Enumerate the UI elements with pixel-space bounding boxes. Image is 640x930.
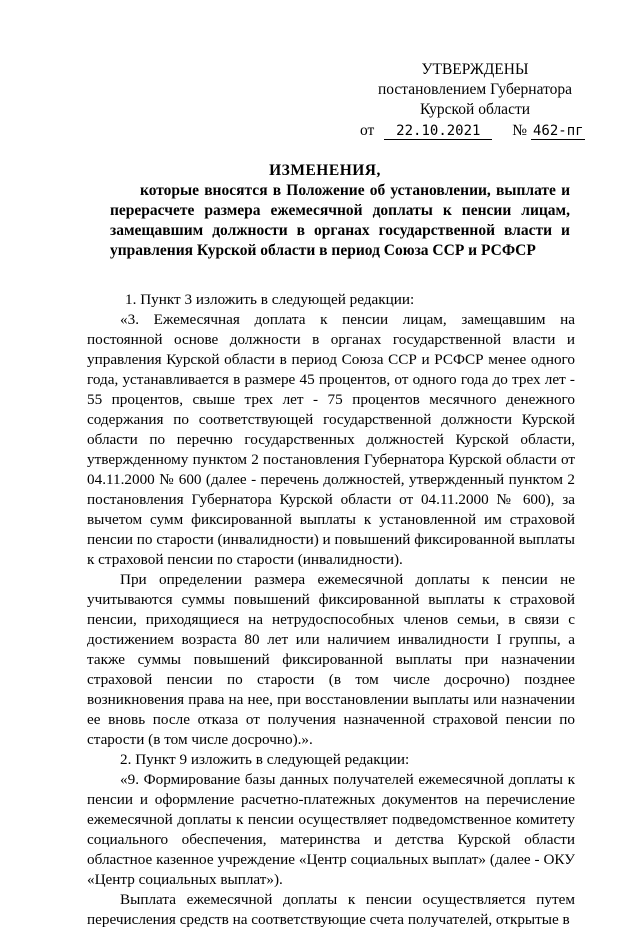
paragraph: Выплата ежемесячной доплаты к пенсии осуществляется путем перечисления средств на соответствующие счета получателей, открытые в	[87, 891, 575, 928]
number-prefix: №	[512, 122, 527, 139]
approval-heading: УТВЕРЖДЕНЫ	[421, 61, 529, 78]
approval-authority: постановлением Губернатора	[377, 81, 573, 98]
paragraph: «3. Ежемесячная доплата к пенсии лицам, замещавшим на постоянной основе должности в органах государственной власти и управления Курской области в период Союза ССР и РСФСР менее одного года, устанавливается в размере 45 процентов, от одного года до трех лет - 55 процентов, свыше трех лет - 75 процентов месячного денежного содержания по соответствующей государственной должности Курской области по перечню государственных должностей Курской области, утвержденному пунктом 2 постановления Губернатора Курской области от 04.11.2000 № 600 (далее - перечень должностей, утвержденный пунктом 2 постановления Губернатора Курской области от 04.11.2000 № 600), за вычетом сумм фиксированной выплаты к установленной им страховой пенсии по старости (инвалидности) и повышений фиксированной выплаты к страховой пенсии по старости (инвалидности).	[87, 311, 575, 568]
approval-date-line	[360, 121, 590, 141]
title-heading: ИЗМЕНЕНИЯ,	[269, 162, 381, 179]
title-subtitle: которые вносятся в Положение об установлении, выплате и перерасчете размера ежемесячной доплаты к пенсии лицам, замещавшим должности в органах государственной власти и управления Курской области в период Союза ССР и РСФСР	[110, 182, 570, 259]
paragraph: При определении размера ежемесячной доплаты к пенсии не учитываются суммы повышений фиксированной выплаты к страховой пенсии, приходящиеся на нетрудоспособных членов семьи, в связи с достижением возраста 80 лет или наличием инвалидности I группы, а также суммы повышений фиксированной выплаты при назначении страховой пенсии по старости (в том числе досрочно) позднее возникновения права на нее, при восстановлении выплаты или назначении ее вновь после отказа от получения назначенной страховой пенсии по старости (в том числе досрочно).».	[87, 571, 575, 748]
paragraph: 2. Пункт 9 изложить в следующей редакции:	[120, 751, 410, 768]
date-prefix: от	[360, 122, 375, 139]
paragraph: 1. Пункт 3 изложить в следующей редакции:	[125, 291, 415, 308]
document-title	[110, 161, 570, 261]
document-body	[87, 290, 575, 930]
approval-stamp	[360, 60, 590, 141]
approval-date: 22.10.2021	[384, 123, 492, 140]
approval-number: 462-пг	[533, 123, 584, 139]
paragraph: «9. Формирование базы данных получателей ежемесячной доплаты к пенсии и оформление расчетно-платежных документов на перечисление ежемесячной доплаты к пенсии осуществляет подведомственное комитету социального обеспечения, материнства и детства Курской области областное казенное учреждение «Центр социальных выплат» (далее - ОКУ «Центр социальных выплат»).	[87, 771, 575, 888]
approval-region: Курской области	[419, 101, 531, 118]
